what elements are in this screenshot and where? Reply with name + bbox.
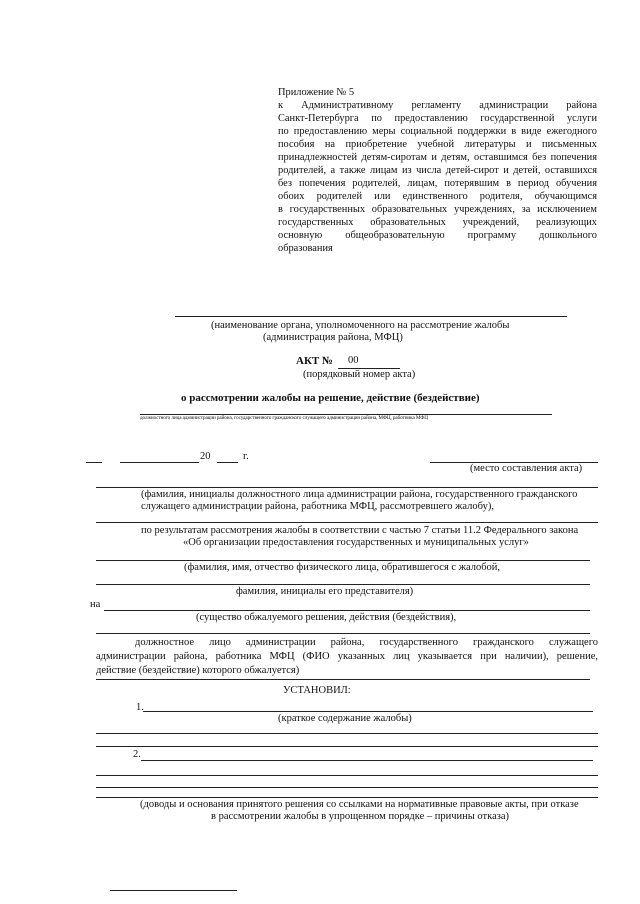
officer-field[interactable]	[96, 487, 598, 488]
grounds-caption-1: (доводы и основания принятого решения со ссылками на нормативные правовые акты, при отказе	[140, 799, 579, 810]
item-1-line-3[interactable]	[96, 746, 598, 747]
item-2-line-3[interactable]	[96, 787, 598, 788]
officials-caption: должностного лица администрации района, государственного гражданского служащего администрации района, МФЦ, работника МФЦ	[140, 415, 428, 421]
representative-field[interactable]	[96, 584, 590, 585]
appendix-line-3: по предоставлению меры социальной поддержки в виде ежегодного	[278, 126, 597, 137]
officials-text-3: действие (бездействие) которого обжалуется)	[96, 665, 300, 676]
authority-name-field[interactable]	[175, 316, 567, 317]
item-1-line-2[interactable]	[96, 733, 598, 734]
date-year-prefix: 20	[200, 451, 211, 462]
appendix-line-2: Санкт-Петербурга по предоставлению государственной услуги	[278, 113, 597, 124]
basis-text-2: «Об организации предоставления государственных и муниципальных услуг»	[183, 537, 529, 548]
officials-text-2: администрации района, работника МФЦ (ФИО указанных лиц указывается при наличии), решение,	[96, 651, 598, 662]
item-1-field[interactable]	[143, 711, 593, 712]
authority-caption-2: (администрация района, МФЦ)	[263, 332, 403, 343]
item-2-line-4[interactable]	[96, 797, 598, 798]
essence-field[interactable]	[104, 610, 590, 611]
date-month-field[interactable]	[120, 462, 199, 463]
essence-caption: (существо обжалуемого решения, действия (бездействия),	[196, 612, 457, 623]
act-subject: о рассмотрении жалобы на решение, действие (бездействие)	[181, 392, 480, 404]
authority-caption-1: (наименование органа, уполномоченного на рассмотрение жалобы	[211, 320, 510, 331]
date-year-suffix: г.	[243, 451, 249, 462]
complainant-caption: (фамилия, имя, отчество физического лица, обратившегося с жалобой,	[184, 562, 501, 573]
item-1-number: 1.	[136, 702, 144, 713]
item-2-number: 2.	[133, 749, 141, 760]
appendix-line-11: основную общеобразовательную программу дошкольного	[278, 230, 597, 241]
act-label: АКТ №	[296, 355, 334, 367]
appendix-line-8: обоих родителей или единственного родителя, обучающимся	[278, 191, 597, 202]
basis-text-1: по результатам рассмотрения жалобы в соответствии с частью 7 статьи 11.2 Федерального закона	[141, 525, 579, 536]
complainant-field[interactable]	[96, 560, 590, 561]
place-caption: (место составления акта)	[470, 463, 583, 474]
officials-text-1: должностное лицо администрации района, государственного гражданского служащего	[135, 637, 598, 648]
act-number: 00	[348, 355, 359, 366]
officer-caption-1: (фамилия, инициалы должностного лица администрации района, государственного гражданского	[141, 489, 578, 500]
representative-caption: фамилия, инициалы его представителя)	[236, 586, 414, 597]
appendix-line-6: родителей, а также лицам из числа детей-сирот и детей, оставшихся	[278, 165, 597, 176]
item-1-caption: (краткое содержание жалобы)	[278, 713, 412, 724]
officer-caption-2: служащего администрации района, работника МФЦ, рассмотревшего жалобу),	[141, 501, 494, 512]
on-label: на	[90, 599, 101, 610]
appendix-title: Приложение № 5	[278, 87, 355, 98]
grounds-caption-2: в рассмотрении жалобы в упрощенном порядке – причины отказа)	[211, 811, 510, 822]
officials-extra-field[interactable]	[96, 679, 590, 680]
appendix-line-4: пособия на приобретение учебной литературы и письменных	[278, 139, 597, 150]
item-2-field[interactable]	[141, 760, 593, 761]
footer-line	[110, 890, 237, 891]
date-year-field[interactable]	[217, 462, 238, 463]
appendix-line-10: государственных образовательных учреждений, реализующих	[278, 217, 597, 228]
appendix-line-7: без попечения родителей, лицам, потерявшим в период обучения	[278, 178, 597, 189]
extra-officer-field[interactable]	[96, 522, 598, 523]
established-heading: УСТАНОВИЛ:	[283, 685, 351, 696]
essence-extra-field[interactable]	[96, 633, 590, 634]
appendix-line-12: образования	[278, 243, 333, 254]
item-2-line-2[interactable]	[96, 775, 598, 776]
appendix-line-1: к Административному регламенту администрации района	[278, 100, 597, 111]
appendix-line-5: принадлежностей детям-сиротам и детям, оставшимся без попечения	[278, 152, 597, 163]
act-number-caption: (порядковый номер акта)	[303, 369, 416, 380]
appendix-line-9: в государственных образовательных учреждениях, за исключением	[278, 204, 597, 215]
date-day-field[interactable]	[86, 462, 102, 463]
